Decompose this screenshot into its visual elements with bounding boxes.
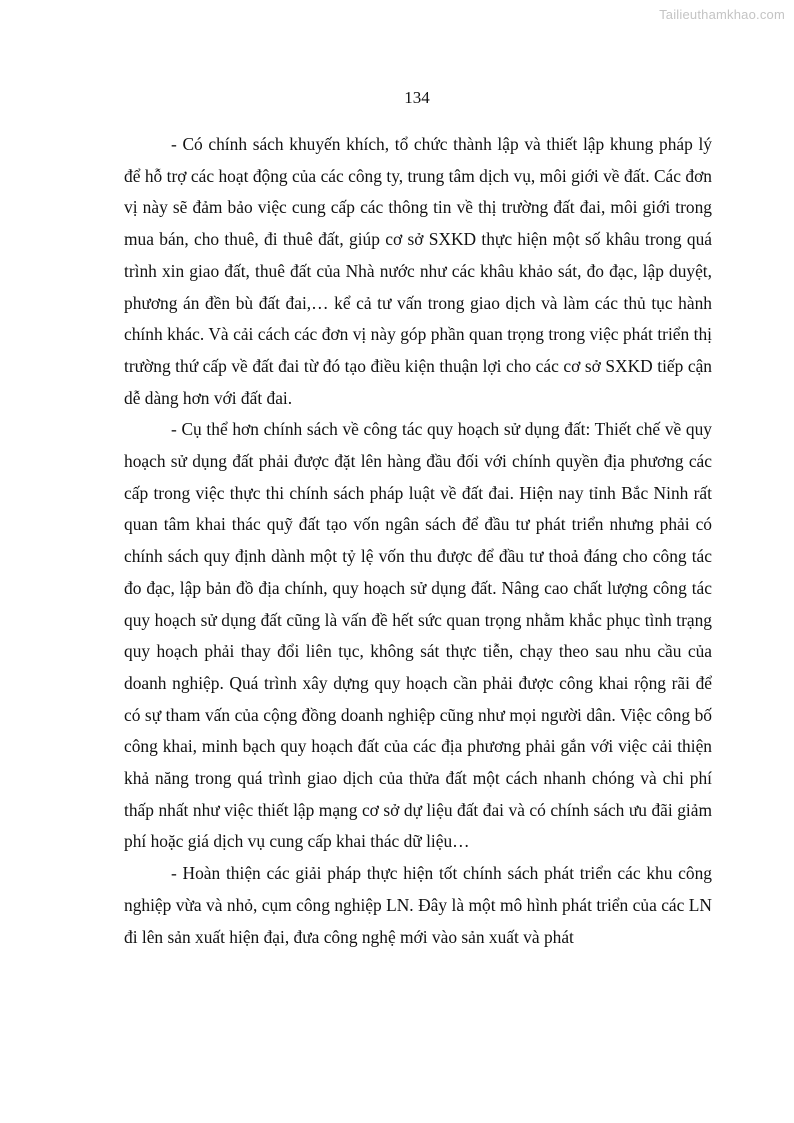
paragraph-land-planning: - Cụ thể hơn chính sách về công tác quy hoạch sử dụng đất: Thiết chế về quy hoạch sử dụng đất phải được đặt lên hàng đầu đối với chính quyền địa phương các cấp trong việc thực thi chính sách pháp luật về đất đai. Hiện nay tỉnh Bắc Ninh rất quan tâm khai thác quỹ đất tạo vốn ngân sách để đầu tư phát triển nhưng phải có chính sách quy định dành một tỷ lệ vốn thu được để đầu tư thoả đáng cho công tác đo đạc, lập bản đồ địa chính, quy hoạch sử dụng đất. Nâng cao chất lượng công tác quy hoạch sử dụng đất cũng là vấn đề hết sức quan trọng nhằm khắc phục tình trạng quy hoạch phải thay đổi liên tục, không sát thực tiễn, chạy theo sau nhu cầu của doanh nghiệp. Quá trình xây dựng quy hoạch cần phải được công khai rộng rãi để có sự tham vấn của cộng đồng doanh nghiệp cũng như mọi người dân. Việc công bố công khai, minh bạch quy hoạch đất của các địa phương phải gắn với việc cải thiện khả năng trong quá trình giao dịch của thửa đất một cách nhanh chóng và chi phí thấp nhất như việc thiết lập mạng cơ sở dự liệu đất đai và có chính sách ưu đãi giảm phí hoặc giá dịch vụ cung cấp khai thác dữ liệu… [124, 419, 712, 852]
document-body [124, 129, 712, 953]
watermark: Tailieuthamkhao.com [659, 7, 785, 22]
paragraph-land-services: - Có chính sách khuyến khích, tổ chức thành lập và thiết lập khung pháp lý để hỗ trợ các hoạt động của các công ty, trung tâm dịch vụ, môi giới về đất. Các đơn vị này sẽ đảm bảo việc cung cấp các thông tin về thị trường đất đai, môi giới trong mua bán, cho thuê, đi thuê đất, giúp cơ sở SXKD thực hiện một số khâu trong quá trình xin giao đất, thuê đất của Nhà nước như các khâu khảo sát, đo đạc, lập duyệt, phương án đền bù đất đai,… kể cả tư vấn trong giao dịch và làm các thủ tục hành chính khác. Và cải cách các đơn vị này góp phần quan trọng trong việc phát triển thị trường thứ cấp về đất đai từ đó tạo điều kiện thuận lợi cho các cơ sở SXKD tiếp cận dễ dàng hơn với đất đai. [124, 134, 712, 408]
paragraph-industrial-clusters: - Hoàn thiện các giải pháp thực hiện tốt chính sách phát triển các khu công nghiệp vừa và nhỏ, cụm công nghiệp LN. Đây là một mô hình phát triển của các LN đi lên sản xuất hiện đại, đưa công nghệ mới vào sản xuất và phát [124, 863, 712, 947]
page-number: 134 [404, 88, 430, 107]
